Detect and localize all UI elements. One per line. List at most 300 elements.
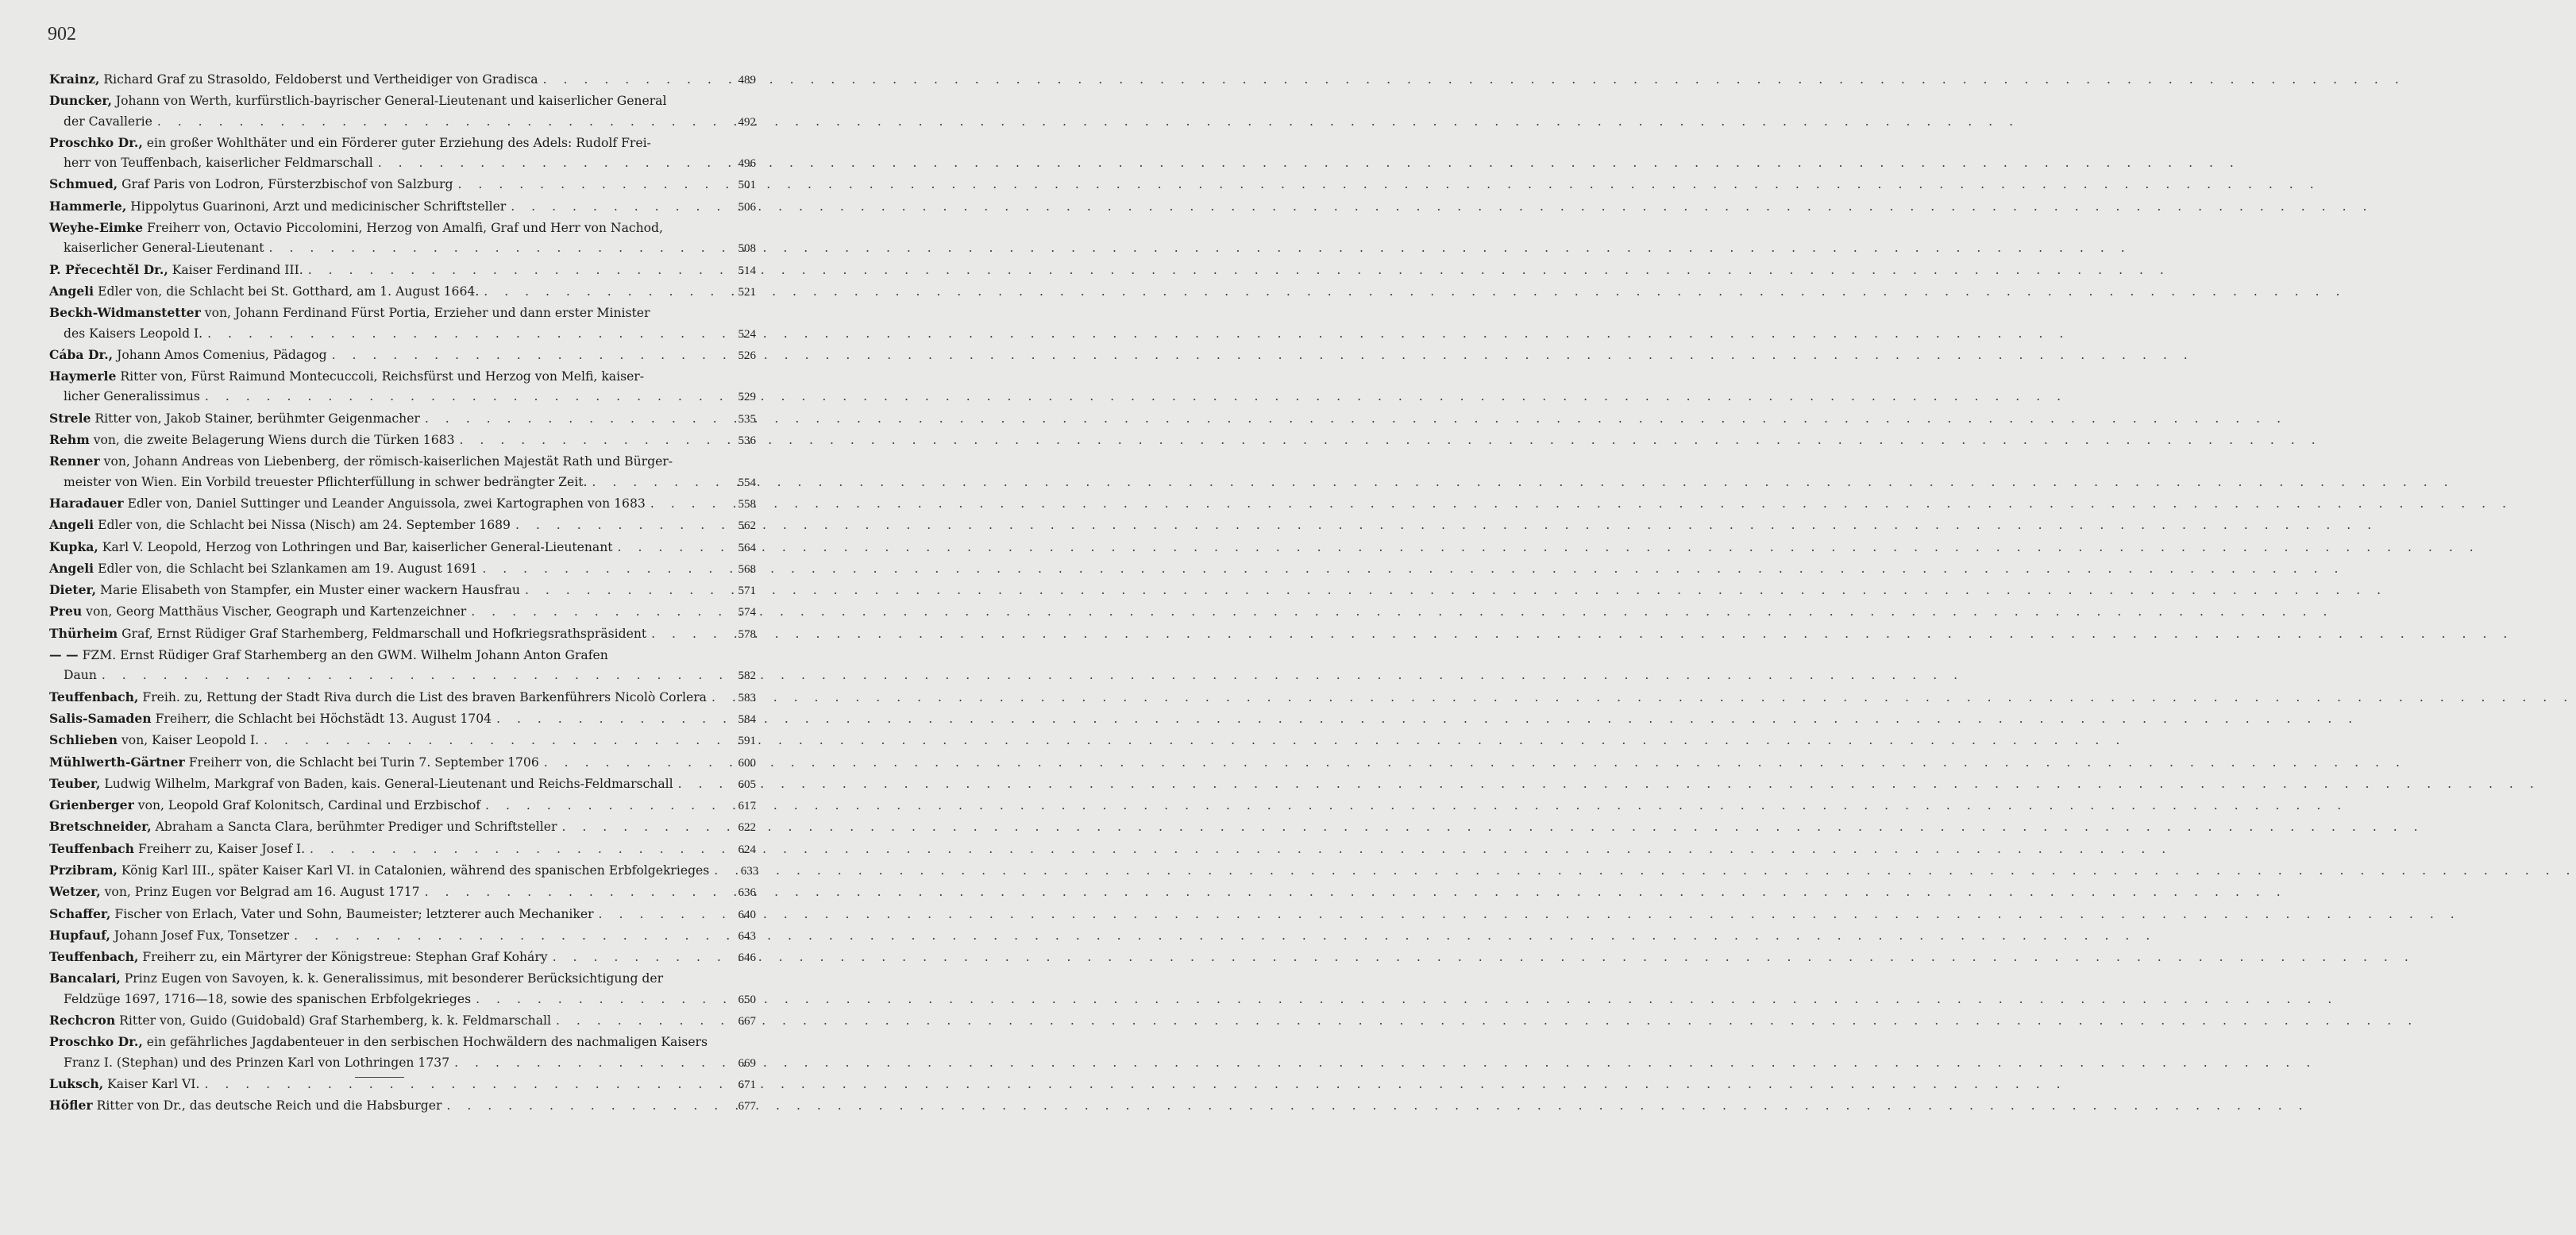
leader-dots: [373, 153, 727, 173]
toc-title: licher Generalissimus: [64, 389, 200, 404]
toc-entry-text: [49, 91, 756, 111]
toc-entry-text: [64, 153, 373, 173]
toc-author: Dieter,: [49, 582, 97, 598]
toc-entry: [49, 860, 759, 882]
toc-entry-line: [49, 366, 756, 387]
toc-page-number: 624: [738, 843, 756, 856]
toc-entry-text: [49, 558, 477, 579]
toc-entry-text: [64, 324, 202, 344]
document-page: [0, 0, 794, 1235]
toc-entry-text: [49, 860, 709, 881]
leader-dots: [97, 666, 727, 685]
toc-title: Freiherr zu, Kaiser Josef I.: [137, 841, 306, 856]
toc-entry-line: [49, 645, 756, 666]
toc-page-number: 496: [738, 157, 756, 171]
toc-entry-line: [49, 281, 756, 303]
toc-entry-line: [49, 968, 756, 989]
toc-entry-line: [49, 623, 756, 645]
toc-author: Proschko Dr.,: [49, 1034, 143, 1050]
toc-title: Kaiser Ferdinand III.: [172, 262, 303, 277]
toc-page-number: 558: [738, 497, 756, 511]
toc-entry-line: [49, 904, 756, 925]
toc-page-number: 564: [738, 541, 756, 554]
toc-entry-text: [49, 451, 756, 472]
toc-entry-line: [49, 451, 756, 472]
toc-author: Hupfauf,: [49, 927, 110, 943]
toc-entry-line: [49, 816, 756, 838]
leader-dots: [646, 624, 727, 644]
toc-entry: [49, 430, 756, 451]
toc-page-number: 617: [738, 800, 756, 813]
toc-entry-line: [49, 345, 756, 366]
toc-title: Fischer von Erlach, Vater und Sohn, Baumeister; letzterer auch Mechaniker: [114, 906, 594, 921]
toc-page-number: 591: [738, 735, 756, 748]
toc-entry-text: [49, 1074, 199, 1094]
toc-page-number: 584: [738, 712, 756, 726]
toc-entry-text: [49, 218, 756, 238]
toc-page-number: 535: [738, 412, 756, 426]
toc-entry-text: [49, 730, 259, 751]
toc-author: Thürheim: [49, 625, 118, 641]
toc-entry-text: [49, 515, 511, 535]
toc-page-number: 622: [738, 821, 756, 835]
toc-entry-text: [49, 1010, 551, 1031]
toc-page-number: 571: [738, 585, 756, 598]
toc-entry-text: [49, 816, 557, 837]
toc-page-number: 583: [738, 691, 756, 704]
toc-title: Prinz Eugen von Savoyen, k. k. Generalissimus, mit besonderer Berücksichtigung der: [124, 971, 664, 986]
toc-author: Teuber,: [49, 775, 101, 791]
toc-title: Edler von, die Schlacht bei Nissa (Nisch) am 24. September 1689: [98, 518, 511, 533]
toc-entry-line: [49, 196, 756, 218]
toc-title: Freiherr, die Schlacht bei Höchstädt 13. August 1704: [155, 711, 492, 726]
toc-entry-line: [49, 260, 756, 281]
toc-page-number: 600: [738, 756, 756, 770]
toc-entry: [49, 580, 756, 601]
toc-entry-line: [49, 860, 759, 882]
toc-entry-line: [49, 795, 756, 816]
toc-title: Freiherr von, Octavio Piccolomini, Herzog von Amalfi, Graf und Herr von Nachod,: [146, 221, 663, 236]
toc-entry-text: [49, 882, 420, 902]
toc-author: — —: [49, 647, 79, 663]
toc-entry: [49, 133, 756, 175]
leader-dots: [202, 324, 727, 344]
toc-entry-line: [49, 882, 756, 903]
table-of-contents: [49, 69, 759, 1117]
leader-dots: [511, 515, 727, 535]
toc-entry-text: [49, 345, 327, 365]
toc-entry: [49, 816, 756, 838]
toc-author: Strele: [49, 410, 91, 426]
toc-title: kaiserlicher General-Lieutenant: [64, 241, 264, 256]
leader-dots: [442, 1096, 727, 1116]
toc-page-number: 521: [738, 285, 756, 299]
toc-entry-line: [49, 515, 756, 536]
toc-entry-text: [49, 968, 756, 989]
leader-dots: [594, 905, 727, 924]
toc-entry: [49, 623, 756, 645]
toc-entry-line: [49, 303, 756, 323]
toc-title: Franz I. (Stephan) und des Prinzen Karl von Lothringen 1737: [64, 1055, 450, 1070]
toc-author: Salis-Samaden: [49, 710, 152, 726]
toc-page-number: 574: [738, 606, 756, 619]
toc-page-number: 650: [738, 993, 756, 1006]
toc-entry-line: [49, 947, 756, 968]
leader-dots: [480, 796, 727, 816]
toc-title: von, Kaiser Leopold I.: [121, 733, 260, 748]
leader-dots: [477, 559, 727, 579]
toc-entry-line: [49, 133, 756, 153]
toc-entry: [49, 601, 756, 623]
toc-entry-text: [64, 666, 97, 685]
toc-page-number: 554: [738, 476, 756, 489]
toc-entry-text: [49, 645, 756, 666]
toc-page-number: 492: [738, 115, 756, 129]
toc-entry-line: [49, 601, 756, 623]
toc-author: Teuffenbach: [49, 840, 134, 856]
toc-author: Haradauer: [49, 495, 124, 511]
toc-page-number: 578: [738, 627, 756, 641]
toc-title: von, Johann Andreas von Liebenberg, der römisch-kaiserlichen Majestät Rath und Bürger-: [103, 454, 673, 469]
toc-title: Hippolytus Guarinoni, Arzt und medicinischer Schriftsteller: [130, 199, 507, 214]
toc-page-number: 501: [738, 179, 756, 192]
toc-entry-text: [49, 708, 492, 729]
toc-entry-line: [49, 218, 756, 238]
toc-author: Rechcron: [49, 1013, 116, 1029]
toc-author: Bancalari,: [49, 971, 121, 986]
toc-page-number: 562: [738, 519, 756, 533]
closing-rule: [355, 1077, 404, 1078]
toc-title: Freiherr von, die Schlacht bei Turin 7. September 1706: [188, 755, 539, 770]
toc-entry-line: [49, 153, 756, 174]
toc-title: Ritter von, Fürst Raimund Montecuccoli, Reichsfürst und Herzog von Melfi, kaiser-: [120, 369, 645, 384]
toc-title: Ritter von, Jakob Stainer, berühmter Geigenmacher: [94, 411, 420, 426]
toc-author: Przibram,: [49, 862, 118, 878]
toc-entry: [49, 687, 756, 708]
toc-entry-line: [49, 91, 756, 111]
toc-entry-line: [49, 238, 756, 259]
toc-author: Cába Dr.,: [49, 346, 114, 362]
toc-entry-text: [49, 774, 673, 794]
toc-entry-line: [49, 1010, 756, 1032]
toc-entry-line: [49, 69, 756, 91]
leader-dots: [327, 345, 727, 365]
toc-entry: [49, 645, 756, 687]
toc-author: Wetzer,: [49, 884, 101, 900]
toc-title: Johann Amos Comenius, Pädagog: [117, 347, 327, 362]
leader-dots: [453, 175, 728, 195]
toc-author: Höfler: [49, 1098, 93, 1113]
toc-entry: [49, 91, 756, 133]
toc-entry-text: [49, 69, 538, 90]
toc-author: Angeli: [49, 517, 94, 533]
toc-entry-text: [49, 537, 613, 558]
toc-entry-text: [49, 303, 756, 323]
toc-author: Bretschneider,: [49, 819, 152, 835]
leader-dots: [539, 753, 727, 773]
leader-dots: [420, 409, 727, 429]
leader-dots: [506, 197, 727, 217]
leader-dots: [466, 602, 727, 622]
toc-author: Schaffer,: [49, 905, 111, 921]
toc-entry: [49, 408, 756, 430]
toc-page-number: 605: [738, 778, 756, 791]
toc-page-number: 667: [738, 1015, 756, 1029]
toc-author: Mühlwerth-Gärtner: [49, 754, 185, 770]
toc-entry-line: [49, 730, 756, 751]
leader-dots: [420, 882, 727, 902]
toc-entry-text: [49, 260, 303, 280]
leader-dots: [200, 387, 727, 407]
toc-entry-text: [64, 990, 471, 1009]
toc-entry-text: [49, 687, 707, 708]
toc-title: Kaiser Karl VI.: [107, 1076, 200, 1091]
toc-author: Grienberger: [49, 797, 134, 813]
toc-entry-text: [64, 473, 587, 492]
leader-dots: [709, 861, 730, 881]
toc-entry: [49, 708, 756, 730]
toc-title: von, Johann Ferdinand Fürst Portia, Erzieher und dann erster Minister: [204, 306, 650, 321]
toc-entry: [49, 345, 756, 366]
leader-dots: [673, 774, 727, 794]
toc-entry-line: [49, 387, 756, 407]
toc-entry-text: [49, 430, 455, 450]
toc-author: Beckh-Widmanstetter: [49, 305, 201, 321]
toc-entry-text: [64, 387, 200, 407]
toc-page-number: 646: [738, 951, 756, 965]
toc-entry: [49, 196, 756, 218]
toc-page-number: 677: [738, 1100, 756, 1113]
toc-title: Edler von, die Schlacht bei St. Gotthard, am 1. August 1664.: [98, 284, 480, 299]
toc-entry-text: [49, 947, 548, 967]
toc-page-number: 508: [738, 242, 756, 256]
toc-page-number: 524: [738, 327, 756, 341]
toc-author: Duncker,: [49, 93, 112, 109]
toc-title: des Kaisers Leopold I.: [64, 326, 203, 341]
toc-author: Schmued,: [49, 176, 118, 192]
toc-title: Freiherr zu, ein Märtyrer der Königstreue: Stephan Graf Koháry: [142, 950, 548, 965]
toc-entry: [49, 174, 756, 195]
leader-dots: [305, 839, 727, 859]
toc-entry-text: [64, 112, 152, 132]
toc-entry-text: [49, 133, 756, 153]
toc-title: der Cavallerie: [64, 114, 152, 129]
leader-dots: [538, 70, 727, 90]
toc-entry-text: [49, 925, 289, 946]
toc-entry: [49, 366, 756, 408]
toc-page-number: 582: [738, 670, 756, 683]
toc-title: Ritter von Dr., das deutsche Reich und die Habsburger: [96, 1098, 442, 1113]
toc-page-number: 506: [738, 200, 756, 214]
leader-dots: [520, 581, 727, 600]
toc-page-number: 640: [738, 908, 756, 921]
toc-entry-line: [49, 430, 756, 451]
leader-dots: [492, 709, 727, 729]
toc-entry-text: [49, 795, 480, 816]
leader-dots: [479, 282, 727, 302]
toc-entry-text: [49, 281, 479, 302]
toc-entry: [49, 1095, 756, 1117]
toc-entry: [49, 839, 756, 860]
toc-title: FZM. Ernst Rüdiger Graf Starhemberg an den GWM. Wilhelm Johann Anton Grafen: [82, 648, 608, 663]
toc-author: Teuffenbach,: [49, 689, 139, 704]
toc-entry-line: [49, 666, 756, 686]
toc-title: herr von Teuffenbach, kaiserlicher Feldmarschall: [64, 156, 373, 171]
toc-page-number: 669: [738, 1056, 756, 1070]
toc-entry-text: [64, 1053, 449, 1073]
toc-entry-line: [49, 1032, 756, 1052]
toc-entry: [49, 558, 756, 580]
toc-entry: [49, 515, 756, 536]
toc-entry-line: [49, 558, 756, 580]
leader-dots: [289, 926, 727, 946]
toc-entry-line: [49, 925, 756, 947]
toc-entry: [49, 69, 756, 91]
toc-title: Edler von, die Schlacht bei Szlankamen am 19. August 1691: [98, 561, 478, 576]
toc-entry-text: [49, 196, 506, 217]
toc-title: Graf, Ernst Rüdiger Graf Starhemberg, Feldmarschall und Hofkriegsrathspräsident: [121, 626, 647, 641]
toc-author: Krainz,: [49, 71, 100, 87]
toc-page-number: 643: [738, 929, 756, 943]
leader-dots: [152, 112, 727, 132]
toc-page-number: 536: [738, 434, 756, 448]
toc-entry-text: [49, 580, 520, 600]
toc-title: Daun: [64, 668, 97, 683]
leader-dots: [449, 1053, 727, 1073]
toc-entry: [49, 795, 756, 816]
toc-title: ein gefährliches Jagdabenteuer in den serbischen Hochwäldern des nachmaligen Kaisers: [146, 1035, 708, 1050]
toc-title: Abraham a Sancta Clara, berühmter Prediger und Schriftsteller: [155, 820, 557, 835]
toc-title: Marie Elisabeth von Stampfer, ein Muster einer wackern Hausfrau: [99, 583, 520, 598]
toc-entry: [49, 752, 756, 774]
toc-entry-text: [49, 366, 756, 387]
toc-title: Edler von, Daniel Suttinger und Leander Anguissola, zwei Kartographen von 1683: [127, 496, 646, 511]
toc-author: Renner: [49, 453, 100, 469]
leader-dots: [551, 1011, 727, 1031]
toc-page-number: 529: [738, 391, 756, 404]
toc-entry-text: [49, 752, 539, 773]
toc-entry-line: [49, 174, 756, 195]
leader-dots: [471, 990, 727, 1009]
toc-entry-line: [49, 839, 756, 860]
toc-entry: [49, 1010, 756, 1032]
toc-title: Richard Graf zu Strasoldo, Feldoberst und Vertheidiger von Gradisca: [103, 72, 538, 87]
toc-entry: [49, 968, 756, 1010]
toc-author: Weyhe-Eimke: [49, 220, 143, 236]
toc-title: Ritter von, Guido (Guidobald) Graf Starhemberg, k. k. Feldmarschall: [119, 1013, 551, 1029]
toc-entry: [49, 925, 756, 947]
leader-dots: [199, 1075, 727, 1094]
toc-entry-line: [49, 537, 756, 558]
toc-entry-line: [49, 990, 756, 1010]
leader-dots: [264, 238, 727, 258]
leader-dots: [455, 430, 728, 450]
leader-dots: [646, 494, 727, 514]
toc-entry: [49, 218, 756, 260]
toc-page-number: 671: [738, 1078, 756, 1091]
toc-title: von, Georg Matthäus Vischer, Geograph und Kartenzeichner: [86, 604, 467, 619]
toc-page-number: 489: [738, 74, 756, 87]
toc-entry: [49, 493, 756, 515]
toc-author: Rehm: [49, 432, 90, 448]
toc-entry: [49, 882, 756, 903]
leader-dots: [707, 688, 727, 708]
toc-entry-line: [49, 774, 756, 795]
toc-author: Angeli: [49, 283, 94, 299]
toc-title: ein großer Wohlthäter und ein Förderer guter Erziehung des Adels: Rudolf Frei-: [146, 135, 651, 150]
toc-entry-line: [49, 708, 756, 730]
toc-author: Angeli: [49, 560, 94, 576]
toc-author: Luksch,: [49, 1075, 104, 1091]
toc-author: Teuffenbach,: [49, 949, 139, 965]
toc-title: König Karl III., später Kaiser Karl VI. in Catalonien, während des spanischen Erbfolgekrieges: [121, 863, 710, 878]
toc-entry-line: [49, 687, 756, 708]
toc-entry-text: [49, 623, 646, 644]
toc-entry-text: [49, 493, 646, 514]
toc-title: von, Prinz Eugen vor Belgrad am 16. August 1717: [104, 885, 420, 900]
leader-dots: [548, 947, 727, 967]
toc-entry-line: [49, 1095, 756, 1117]
toc-entry-line: [49, 493, 756, 515]
toc-page-number: 636: [738, 886, 756, 900]
leader-dots: [557, 817, 727, 837]
toc-title: Freih. zu, Rettung der Stadt Riva durch die List des braven Barkenführers Nicolò Corlera: [142, 689, 707, 704]
toc-entry-line: [49, 408, 756, 430]
toc-entry-line: [49, 752, 756, 774]
toc-entry: [49, 281, 756, 303]
toc-entry-text: [49, 904, 594, 924]
leader-dots: [303, 261, 727, 280]
toc-entry: [49, 774, 756, 795]
toc-author: Preu: [49, 604, 83, 619]
toc-entry: [49, 303, 756, 345]
toc-title: von, Leopold Graf Kolonitsch, Cardinal und Erzbischof: [137, 798, 481, 813]
toc-page-number: 633: [740, 864, 759, 878]
toc-title: von, die zweite Belagerung Wiens durch die Türken 1683: [93, 433, 455, 448]
toc-page-number: 568: [738, 562, 756, 576]
toc-author: Kupka,: [49, 538, 98, 554]
toc-entry-text: [49, 839, 305, 859]
toc-page-number: 514: [738, 264, 756, 277]
toc-entry-text: [49, 408, 420, 429]
toc-entry-line: [49, 324, 756, 345]
toc-title: Johann Josef Fux, Tonsetzer: [114, 928, 290, 943]
leader-dots: [259, 731, 727, 751]
toc-title: Graf Paris von Lodron, Fürsterzbischof von Salzburg: [121, 177, 453, 192]
toc-entry: [49, 537, 756, 558]
toc-title: Ludwig Wilhelm, Markgraf von Baden, kais. General-Lieutenant und Reichs-Feldmarschall: [104, 776, 673, 791]
toc-author: P. Přecechtěl Dr.,: [49, 261, 168, 277]
toc-page-number: 526: [738, 349, 756, 362]
toc-title: Feldzüge 1697, 1716—18, sowie des spanischen Erbfolgekrieges: [64, 991, 472, 1006]
toc-entry-line: [49, 580, 756, 601]
toc-entry: [49, 904, 756, 925]
toc-author: Schlieben: [49, 732, 118, 748]
leader-dots: [613, 538, 727, 558]
toc-entry-line: [49, 1053, 756, 1074]
toc-title: Johann von Werth, kurfürstlich-bayrischer General-Lieutenant und kaiserlicher General: [115, 94, 667, 109]
toc-author: Hammerle,: [49, 198, 127, 214]
leader-dots: [587, 473, 727, 492]
toc-entry: [49, 260, 756, 281]
toc-entry-text: [49, 174, 453, 195]
toc-entry: [49, 947, 756, 968]
page-number: 902: [48, 24, 76, 44]
toc-entry: [49, 451, 756, 493]
toc-entry: [49, 1032, 756, 1074]
toc-author: Haymerle: [49, 369, 117, 384]
toc-entry-text: [49, 1095, 442, 1116]
